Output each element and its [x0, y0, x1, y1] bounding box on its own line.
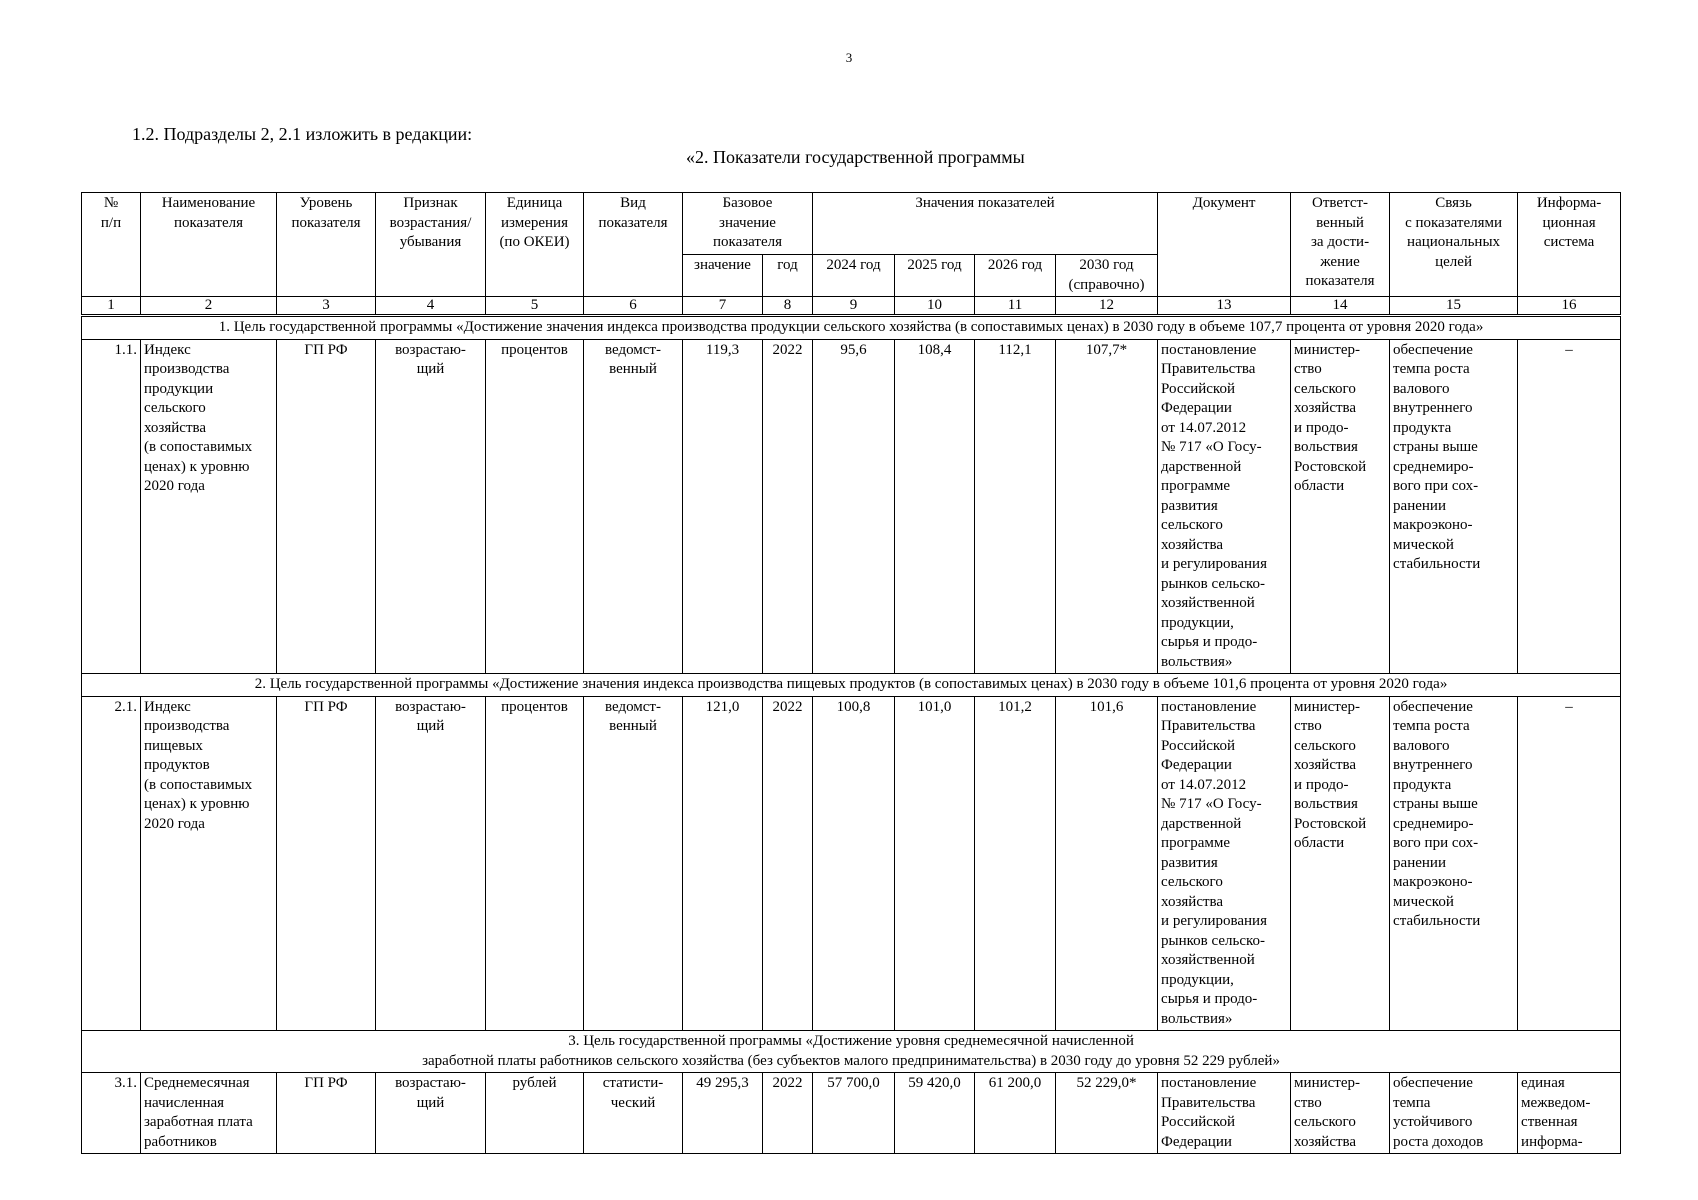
column-number: 6	[584, 297, 683, 316]
base-value: 49 295,3	[683, 1073, 763, 1154]
indicator-level: ГП РФ	[277, 696, 376, 1031]
info-system: единая межведом- ственная информа-	[1518, 1073, 1621, 1154]
header-num: № п/п	[82, 193, 141, 297]
indicators-table	[81, 192, 1621, 1154]
column-number: 10	[895, 297, 975, 316]
column-number: 4	[376, 297, 486, 316]
column-number: 16	[1518, 297, 1621, 316]
header-base: Базовое значение показателя	[683, 193, 813, 255]
column-number: 13	[1158, 297, 1291, 316]
document-ref: постановление Правительства Российской Федерации от 14.07.2012 № 717 «О Госу- дарственной программе развития сельского хозяйства и регулирования рынков сельско- хозяйственной продукции, сырья и продо- вольствия»	[1158, 339, 1291, 674]
column-number: 8	[763, 297, 813, 316]
header-sign: Признак возрастания/ убывания	[376, 193, 486, 297]
table-row	[82, 696, 1621, 1031]
goal-3-title: 3. Цель государственной программы «Достижение уровня среднемесячной начисленной заработной платы работников сельского хозяйства (без субъектов малого предпринимательства) в 2030 году до уровня 52 229 рублей»	[82, 1031, 1621, 1073]
header-type: Вид показателя	[584, 193, 683, 297]
goal-row	[82, 674, 1621, 697]
column-number: 1	[82, 297, 141, 316]
row-num: 1.1.	[82, 339, 141, 674]
value-2030: 101,6	[1056, 696, 1158, 1031]
value-2025: 59 420,0	[895, 1073, 975, 1154]
header-row-1	[82, 193, 1621, 255]
indicator-name: Индекс производства продукции сельского хозяйства (в сопоставимых ценах) к уровню 2020 года	[141, 339, 277, 674]
column-number: 9	[813, 297, 895, 316]
row-num: 2.1.	[82, 696, 141, 1031]
goal-1-title: 1. Цель государственной программы «Достижение значения индекса производства продукции сельского хозяйства (в сопоставимых ценах) в 2030 году в объеме 107,7 процента от уровня 2020 года»	[82, 316, 1621, 340]
indicator-type: ведомст- венный	[584, 339, 683, 674]
intro-text: 1.2. Подразделы 2, 2.1 изложить в редакции:	[132, 124, 473, 144]
column-number: 12	[1056, 297, 1158, 316]
section-title: «2. Показатели государственной программы	[686, 147, 1025, 167]
indicator-unit: процентов	[486, 696, 584, 1031]
value-2026: 61 200,0	[975, 1073, 1056, 1154]
header-responsible: Ответст- венный за дости- жение показателя	[1291, 193, 1390, 297]
goal-2-title: 2. Цель государственной программы «Достижение значения индекса производства пищевых продуктов (в сопоставимых ценах) в 2030 году в объеме 101,6 процента от уровня 2020 года»	[82, 674, 1621, 697]
header-year-2030: 2030 год (справочно)	[1056, 255, 1158, 297]
base-value: 121,0	[683, 696, 763, 1031]
page-number: 3	[845, 50, 853, 65]
indicator-level: ГП РФ	[277, 339, 376, 674]
responsible-body: министер- ство сельского хозяйства и продо- вольствия Ростовской области	[1291, 339, 1390, 674]
header-year-2026: 2026 год	[975, 255, 1056, 297]
indicator-sign: возрастаю- щий	[376, 1073, 486, 1154]
column-numbers-row	[82, 297, 1621, 316]
value-2025: 101,0	[895, 696, 975, 1031]
base-value: 119,3	[683, 339, 763, 674]
row-num: 3.1.	[82, 1073, 141, 1154]
header-level: Уровень показателя	[277, 193, 376, 297]
indicator-name: Индекс производства пищевых продуктов (в сопоставимых ценах) к уровню 2020 года	[141, 696, 277, 1031]
value-2030: 52 229,0*	[1056, 1073, 1158, 1154]
value-2024: 57 700,0	[813, 1073, 895, 1154]
indicator-type: ведомст- венный	[584, 696, 683, 1031]
column-number: 7	[683, 297, 763, 316]
base-year: 2022	[763, 1073, 813, 1154]
base-year: 2022	[763, 696, 813, 1031]
column-number: 14	[1291, 297, 1390, 316]
goal-row	[82, 1031, 1621, 1073]
indicator-unit: процентов	[486, 339, 584, 674]
value-2026: 112,1	[975, 339, 1056, 674]
national-goal-link: обеспечение темпа роста валового внутреннего продукта страны выше среднемиро- вого при сох- ранении макроэконо- мической стабильности	[1390, 339, 1518, 674]
indicator-name: Среднемесячная начисленная заработная плата работников	[141, 1073, 277, 1154]
info-system: –	[1518, 696, 1621, 1031]
header-document: Документ	[1158, 193, 1291, 297]
header-name: Наименование показателя	[141, 193, 277, 297]
value-2024: 100,8	[813, 696, 895, 1031]
header-link: Связь с показателями национальных целей	[1390, 193, 1518, 297]
table-row	[82, 339, 1621, 674]
indicator-level: ГП РФ	[277, 1073, 376, 1154]
column-number: 3	[277, 297, 376, 316]
table-row	[82, 1073, 1621, 1154]
column-number: 15	[1390, 297, 1518, 316]
national-goal-link: обеспечение темпа роста валового внутреннего продукта страны выше среднемиро- вого при сох- ранении макроэконо- мической стабильности	[1390, 696, 1518, 1031]
column-number: 11	[975, 297, 1056, 316]
indicator-sign: возрастаю- щий	[376, 696, 486, 1031]
indicator-unit: рублей	[486, 1073, 584, 1154]
base-year: 2022	[763, 339, 813, 674]
national-goal-link: обеспечение темпа устойчивого роста доходов	[1390, 1073, 1518, 1154]
header-infosystem: Информа- ционная система	[1518, 193, 1621, 297]
value-2026: 101,2	[975, 696, 1056, 1031]
header-year-2024: 2024 год	[813, 255, 895, 297]
indicator-type: статисти- ческий	[584, 1073, 683, 1154]
goal-row	[82, 316, 1621, 340]
responsible-body: министер- ство сельского хозяйства	[1291, 1073, 1390, 1154]
document-ref: постановление Правительства Российской Федерации	[1158, 1073, 1291, 1154]
header-year-2025: 2025 год	[895, 255, 975, 297]
value-2030: 107,7*	[1056, 339, 1158, 674]
info-system: –	[1518, 339, 1621, 674]
column-number: 2	[141, 297, 277, 316]
indicator-sign: возрастаю- щий	[376, 339, 486, 674]
header-base-year: год	[763, 255, 813, 297]
document-ref: постановление Правительства Российской Федерации от 14.07.2012 № 717 «О Госу- дарственной программе развития сельского хозяйства и регулирования рынков сельско- хозяйственной продукции, сырья и продо- вольствия»	[1158, 696, 1291, 1031]
column-number: 5	[486, 297, 584, 316]
header-values: Значения показателей	[813, 193, 1158, 255]
responsible-body: министер- ство сельского хозяйства и продо- вольствия Ростовской области	[1291, 696, 1390, 1031]
value-2024: 95,6	[813, 339, 895, 674]
value-2025: 108,4	[895, 339, 975, 674]
header-base-value: значение	[683, 255, 763, 297]
header-unit: Единица измерения (по ОКЕИ)	[486, 193, 584, 297]
